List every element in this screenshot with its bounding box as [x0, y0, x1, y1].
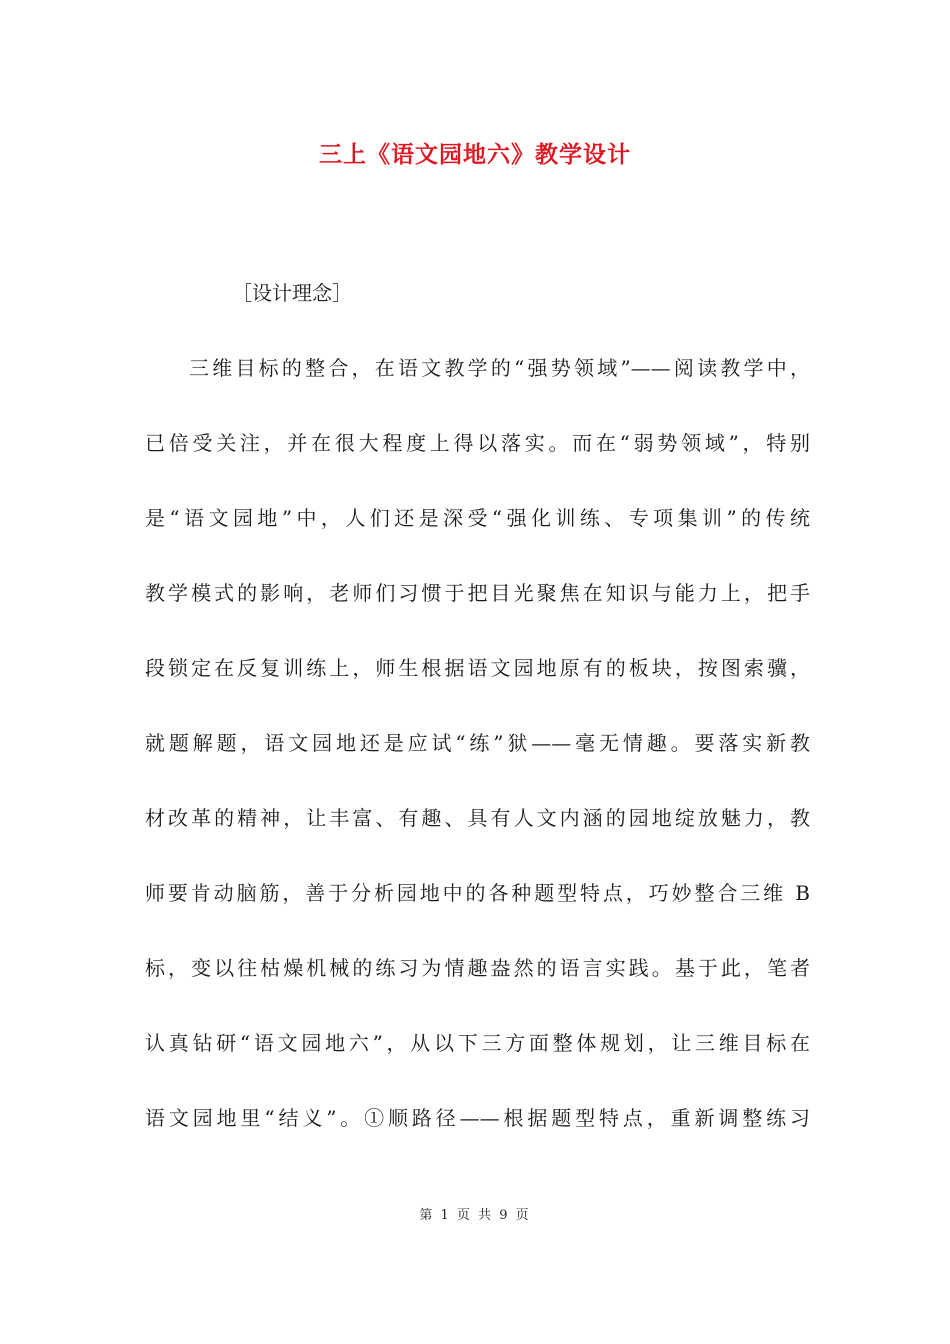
body-paragraph [145, 350, 810, 1175]
paragraph-line: 语文园地里“结义”。①顺路径——根据题型特点，重新调整练习 [145, 1106, 810, 1130]
paragraph-line: 教学模式的影响，老师们习惯于把目光聚焦在知识与能力上，把手 [145, 581, 810, 605]
document-title: 三上《语文园地六》教学设计 [319, 141, 631, 168]
paragraph-line: 段锁定在反复训练上，师生根据语文园地原有的板块，按图索骥， [145, 656, 810, 680]
paragraph-line: 师要肯动脑筋，善于分析园地中的各种题型特点，巧妙整合三维 B [145, 881, 810, 905]
paragraph-line: 是“语文园地”中，人们还是深受“强化训练、专项集训”的传统 [145, 506, 810, 530]
paragraph-line: 材改革的精神，让丰富、有趣、具有人文内涵的园地绽放魅力，教 [145, 806, 810, 830]
paragraph-line: 已倍受关注，并在很大程度上得以落实。而在“弱势领域”，特别 [145, 431, 810, 455]
paragraph-line: 就题解题，语文园地还是应试“练”狱——毫无情趣。要落实新教 [145, 731, 810, 755]
paragraph-line: 认真钻研“语文园地六”，从以下三方面整体规划，让三维目标在 [145, 1031, 810, 1055]
paragraph-line: 三维目标的整合，在语文教学的“强势领域”——阅读教学中， [189, 356, 810, 380]
page-number-footer: 第 1 页 共 9 页 [419, 1208, 531, 1223]
section-heading: ［设计理念］ [232, 281, 352, 305]
paragraph-line: 标，变以往枯燥机械的练习为情趣盎然的语言实践。基于此，笔者 [145, 956, 810, 980]
